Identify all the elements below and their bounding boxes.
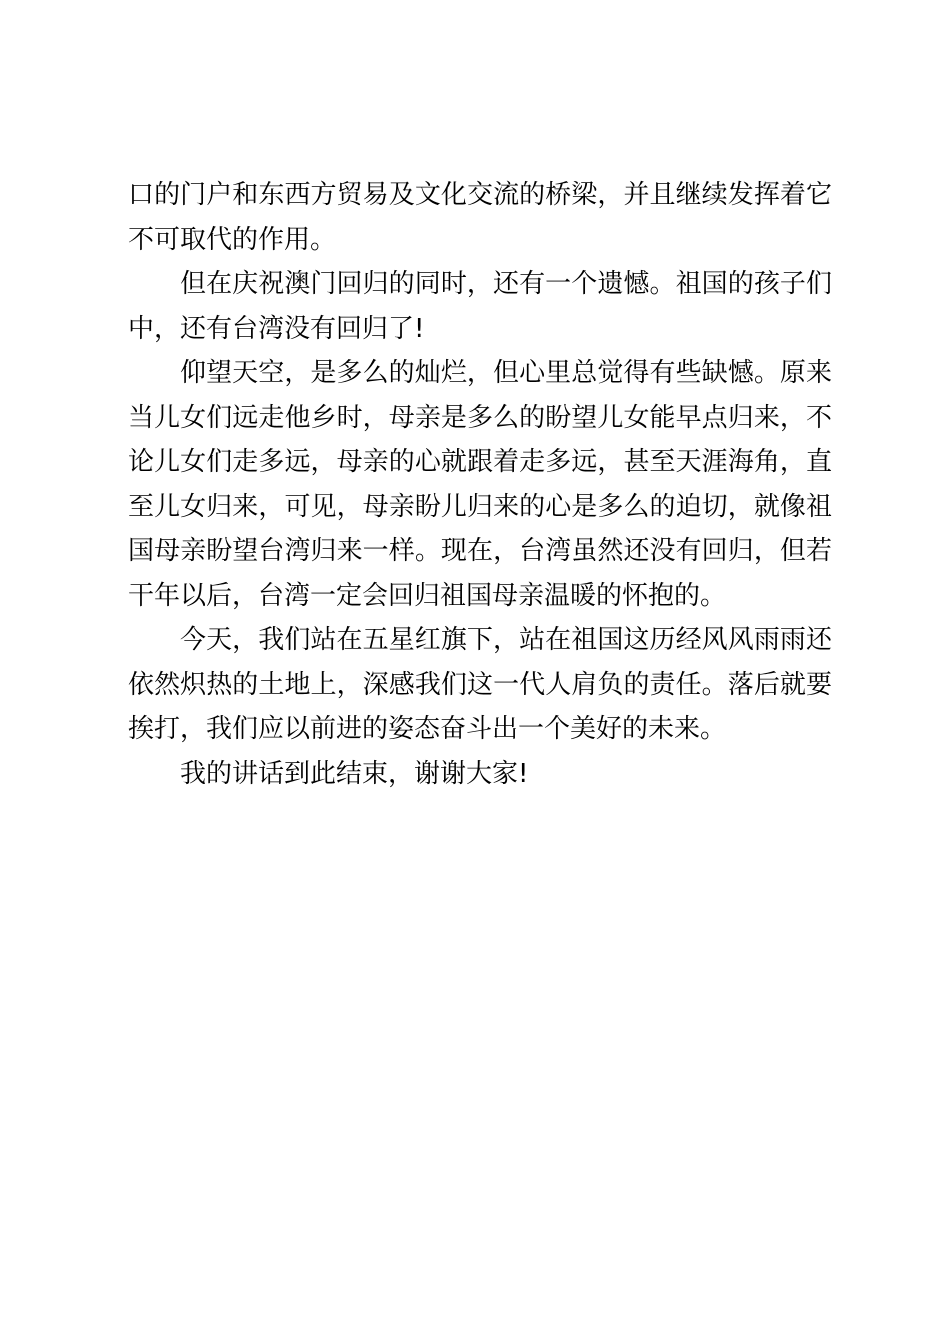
document-body	[128, 173, 832, 796]
paragraph-continued: 口的门户和东西方贸易及文化交流的桥梁，并且继续发挥着它不可取代的作用。	[128, 180, 832, 255]
paragraph-under-flag: 今天，我们站在五星红旗下，站在祖国这历经风风雨雨还依然炽热的土地上，深感我们这一代人肩负的责任。落后就要挨打，我们应以前进的姿态奋斗出一个美好的未来。	[128, 625, 832, 744]
paragraph-looking-at-sky: 仰望天空，是多么的灿烂，但心里总觉得有些缺憾。原来当儿女们远走他乡时，母亲是多么的盼望儿女能早点归来，不论儿女们走多远，母亲的心就跟着走多远，甚至天涯海角，直至儿女归来，可见，母亲盼儿归来的心是多么的迫切，就像祖国母亲盼望台湾归来一样。现在，台湾虽然还没有回归，但若干年以后，台湾一定会回归祖国母亲温暖的怀抱的。	[128, 358, 832, 611]
paragraph-macau-regret: 但在庆祝澳门回归的同时，还有一个遗憾。祖国的孩子们中，还有台湾没有回归了!	[128, 269, 832, 344]
paragraph-closing: 我的讲话到此结束，谢谢大家!	[180, 758, 529, 789]
